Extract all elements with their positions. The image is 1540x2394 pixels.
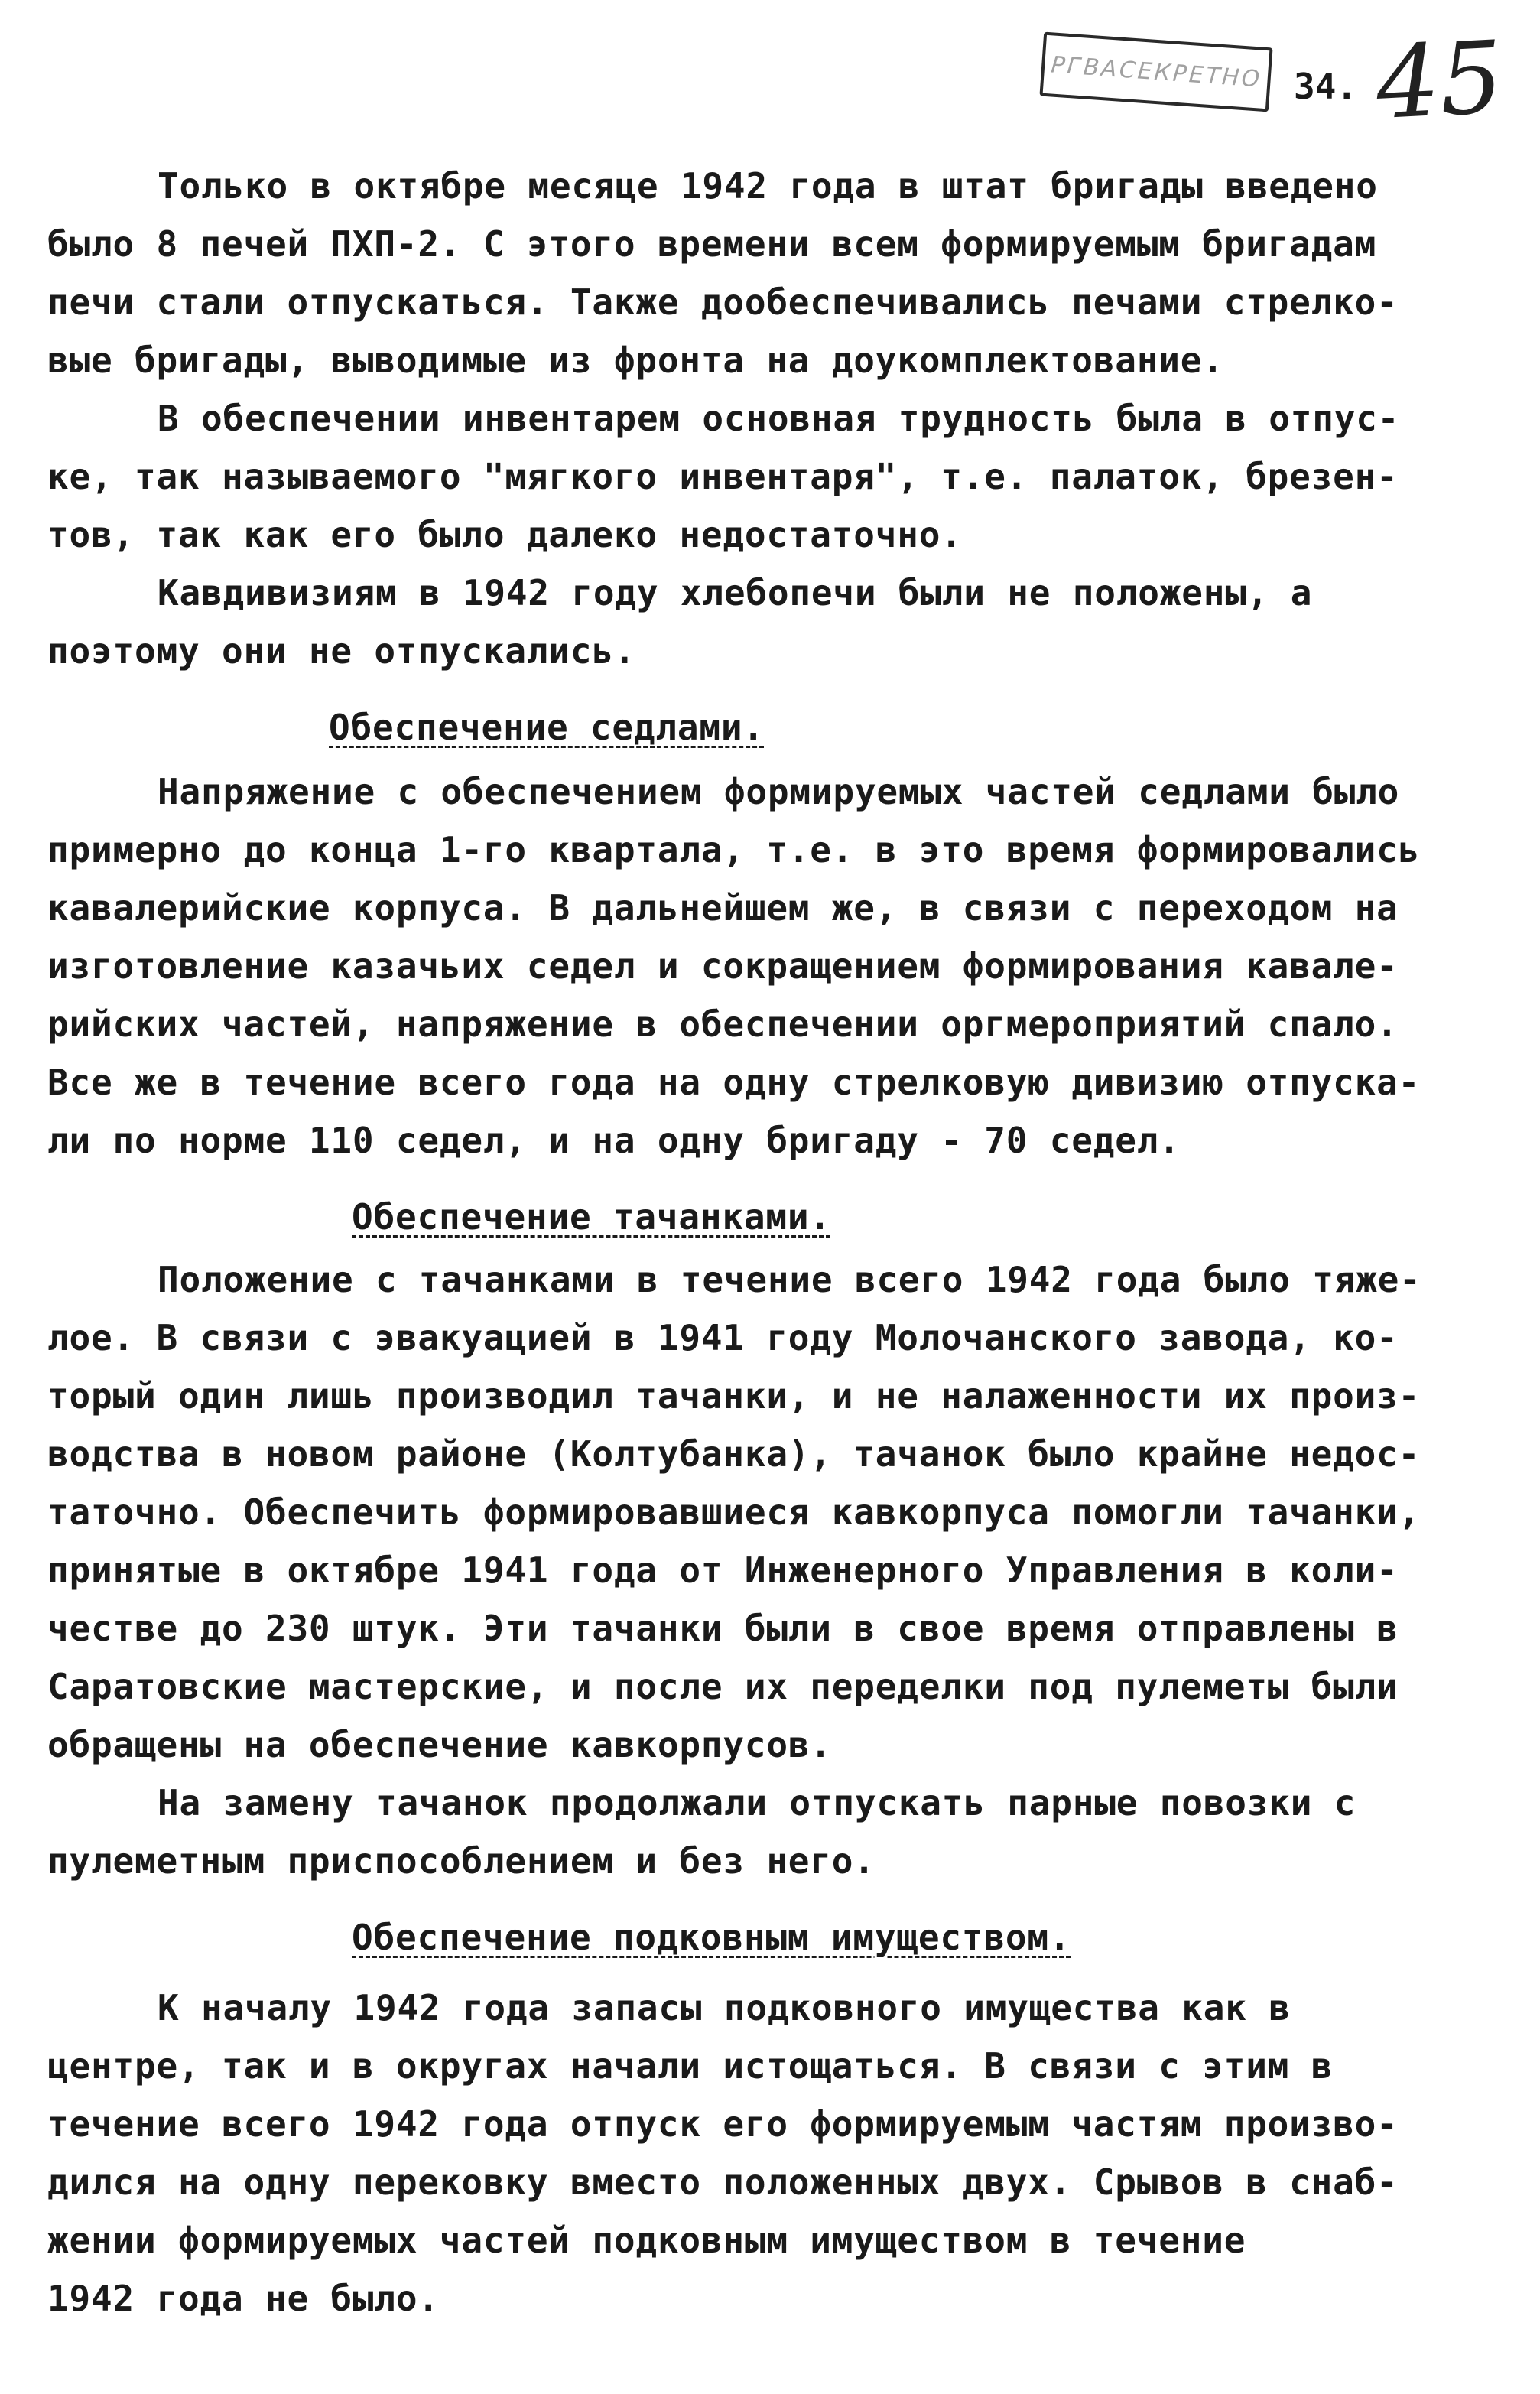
text-line: принятые в октябре 1941 года от Инженерного Управления в коли- [47, 1550, 1399, 1591]
text-line: тов, так как его было далеко недостаточно. [47, 514, 963, 555]
text-line: Напряжение с обеспечением формируемых частей седлами было [158, 771, 1400, 812]
text-line: Только в октябре месяце 1942 года в штат бригады введено [158, 165, 1378, 207]
text-line: честве до 230 штук. Эти тачанки были в свое время отправлены в [47, 1608, 1399, 1649]
text-line: Саратовские мастерские, и после их переделки под пулеметы были [47, 1666, 1399, 1707]
text-line: обращены на обеспечение кавкорпусов. [47, 1724, 832, 1765]
archive-stamp [1039, 32, 1272, 112]
text-line: изготовление казачьих седел и сокращением формирования кавале- [47, 945, 1399, 987]
text-line: течение всего 1942 года отпуск его формируемым частям произво- [47, 2103, 1399, 2145]
text-line: Все же в течение всего года на одну стрелковую дивизию отпуска- [47, 1062, 1421, 1103]
text-line: торый один лишь производил тачанки, и не налаженности их произ- [47, 1375, 1421, 1417]
text-line: печи стали отпускаться. Также дообеспечивались печами стрелко- [47, 281, 1399, 323]
text-line: Кавдивизиям в 1942 году хлебопечи были не положены, а [158, 572, 1313, 613]
text-line: На замену тачанок продолжали отпускать парные повозки с [158, 1782, 1356, 1823]
text-line: 1942 года не было. [47, 2278, 440, 2319]
text-line: примерно до конца 1-го квартала, т.е. в это время формировались [47, 829, 1421, 870]
section-heading: Обеспечение седлами. [329, 707, 765, 748]
stamp-text: РГВАСЕКРЕТНО [1047, 51, 1265, 93]
text-line: было 8 печей ПХП-2. С этого времени всем формируемым бригадам [47, 223, 1377, 265]
text-line: вые бригады, выводимые из фронта на доукомплектование. [47, 340, 1224, 381]
text-line: водства в новом районе (Колтубанка), тачанок было крайне недос- [47, 1433, 1421, 1475]
text-line: Положение с тачанками в течение всего 1942 года было тяже- [158, 1259, 1421, 1300]
section-heading: Обеспечение тачанками. [352, 1196, 831, 1238]
text-line: лое. В связи с эвакуацией в 1941 году Молочанского завода, ко- [47, 1317, 1399, 1358]
page-number-handwritten: 45 [1373, 18, 1506, 142]
text-line: К началу 1942 года запасы подковного имущества как в [158, 1987, 1291, 2028]
text-line: дился на одну перековку вместо положенных двух. Срывов в снаб- [47, 2161, 1399, 2203]
text-line: таточно. Обеспечить формировавшиеся кавкорпуса помогли тачанки, [47, 1491, 1421, 1533]
page-number-typed: 34. [1294, 66, 1358, 107]
text-line: кавалерийские корпуса. В дальнейшем же, в связи с переходом на [47, 887, 1399, 929]
section-heading: Обеспечение подковным имуществом. [352, 1917, 1071, 1958]
text-line: центре, так и в округах начали истощаться. В связи с этим в [47, 2045, 1334, 2087]
text-line: рийских частей, напряжение в обеспечении оргмероприятий спало. [47, 1003, 1399, 1045]
text-line: поэтому они не отпускались. [47, 630, 636, 672]
text-line: В обеспечении инвентарем основная трудность была в отпус- [158, 398, 1400, 439]
text-line: ли по норме 110 седел, и на одну бригаду - 70 седел. [47, 1120, 1181, 1161]
text-line: жении формируемых частей подковным имуществом в течение [47, 2220, 1246, 2261]
text-line: ке, так называемого "мягкого инвентаря", т.е. палаток, брезен- [47, 456, 1399, 497]
text-line: пулеметным приспособлением и без него. [47, 1840, 876, 1882]
